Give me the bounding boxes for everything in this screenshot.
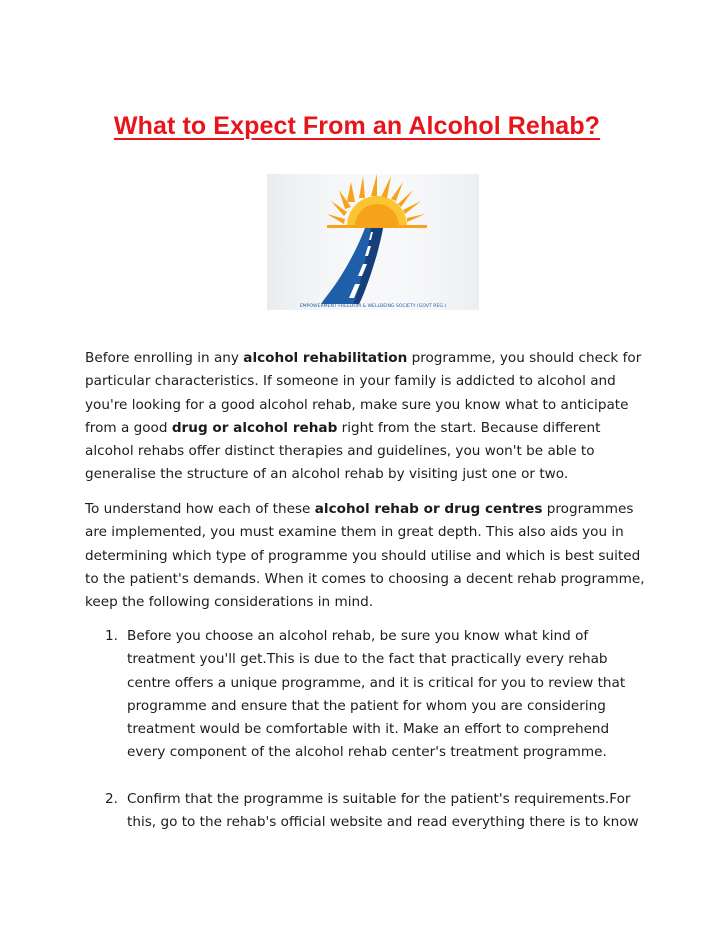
considerations-list-continued [85, 788, 645, 835]
intro-paragraph [85, 347, 645, 487]
paragraph-text: To understand how each of these [85, 501, 315, 517]
page-title: What to Expect From an Alcohol Rehab? [113, 112, 601, 140]
paragraph-text: programme, you should check for particular characteristics. If someone in your family is addicted to alcohol and you're looking for a good alcohol rehab, make sure you know what to anticipate from a good [85, 350, 642, 436]
list-number: 2. [105, 791, 118, 807]
paragraph-text: programmes are implemented, you must examine them in great depth. This also aids you in determining which type of programme you should utilise and which is best suited to the patient's demands. When it comes to choosing a decent rehab programme, keep the following considerations in mind. [85, 501, 645, 611]
logo-caption: EMPOWERMENT FREEDOM & WELLBEING SOCIETY (GOVT REG.) [299, 304, 447, 309]
sunrise-road-logo-icon [267, 174, 479, 310]
bold-keyword: alcohol rehabilitation [243, 350, 408, 366]
list-item [85, 788, 645, 835]
list-item [85, 625, 645, 765]
list-item-text: Before you choose an alcohol rehab, be sure you know what kind of treatment you'll get.This is due to the fact that practically every rehab centre offers a unique programme, and it is critical for you to review that programme and ensure that the patient for whom you are considering treatment would be comfortable with it. Make an effort to comprehend every component of the alcohol rehab center's treatment programme. [127, 628, 626, 761]
bold-keyword: alcohol rehab or drug centres [314, 501, 543, 517]
second-paragraph [85, 498, 645, 614]
paragraph-text: Before enrolling in any [85, 350, 244, 366]
list-number: 1. [105, 628, 118, 644]
paragraph-text: right from the start. Because different alcohol rehabs offer distinct therapies and guidelines, you won't be able to generalise the structure of an alcohol rehab by visiting just one or two. [85, 419, 601, 483]
bold-keyword: drug or alcohol rehab [171, 419, 338, 436]
considerations-list [85, 625, 645, 765]
list-item-text: Confirm that the programme is suitable for the patient's requirements.For this, go to the rehab's official website and read everything there is to know [127, 791, 639, 831]
